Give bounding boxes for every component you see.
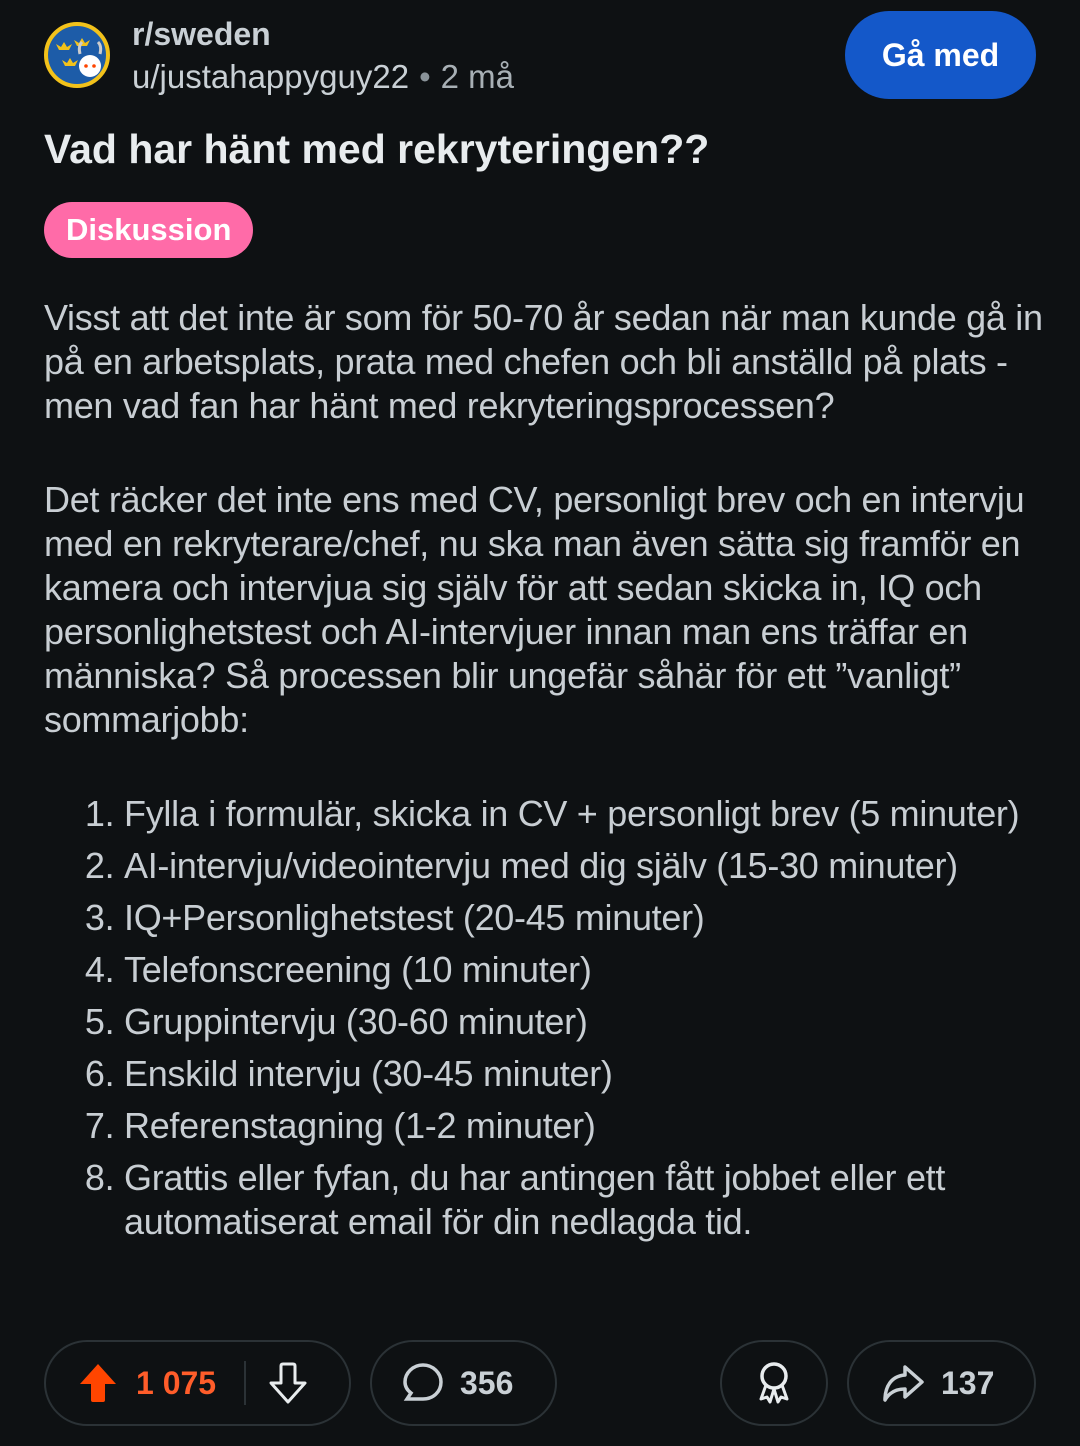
author-name[interactable]: u/justahappyguy22 — [132, 58, 410, 95]
list-item: 6. Enskild intervju (30-45 minuter) — [124, 1052, 1044, 1096]
list-item: 4. Telefonscreening (10 minuter) — [124, 948, 1044, 992]
vote-divider — [244, 1361, 246, 1405]
list-item: 2. AI-intervju/videointervju med dig själv (15-30 minuter) — [124, 844, 1044, 888]
list-item: 8. Grattis eller fyfan, du har antingen fått jobbet eller ett automatiserat email för din nedlagda tid. — [124, 1156, 1044, 1244]
share-button[interactable] — [847, 1340, 1036, 1426]
share-count: 137 — [941, 1364, 995, 1401]
paragraph: Det räcker det inte ens med CV, personligt brev och en intervju med en rekryterare/chef, nu ska man även sätta sig framför en kamera och intervjua sig själv för att sedan skicka in, IQ och personlighetstest och AI-intervjuer innan man ens träffar en människa? Så processen blir ungefär såhär för ett ”vanligt” sommarjobb: — [44, 479, 1025, 740]
meta-separator: • — [419, 58, 431, 95]
flair-badge[interactable]: Diskussion — [44, 202, 253, 258]
vote-control — [44, 1340, 351, 1426]
list-item: 5. Gruppintervju (30-60 minuter) — [124, 1000, 1044, 1044]
comment-count: 356 — [460, 1364, 514, 1401]
share-icon — [881, 1363, 925, 1403]
post-title: Vad har hänt med rekryteringen?? — [44, 126, 710, 172]
post-time: 2 må — [440, 58, 514, 95]
award-icon — [754, 1361, 794, 1405]
action-bar — [44, 1340, 1036, 1428]
downvote-icon[interactable] — [268, 1362, 308, 1404]
post-body — [44, 296, 1044, 1252]
join-button[interactable]: Gå med — [845, 11, 1036, 99]
upvote-icon[interactable] — [78, 1362, 118, 1404]
paragraph: Visst att det inte är som för 50-70 år sedan när man kunde gå in på en arbetsplats, prata med chefen och bli anställd på plats - men vad fan har hänt med rekryteringsprocessen? — [44, 297, 1043, 426]
list-item: 3. IQ+Personlighetstest (20-45 minuter) — [124, 896, 1044, 940]
steps-list — [44, 792, 1044, 1244]
subreddit-avatar[interactable] — [44, 22, 110, 88]
post-meta — [132, 58, 514, 96]
sweden-crowns-icon — [48, 26, 106, 84]
subreddit-name[interactable]: r/sweden — [132, 16, 271, 52]
list-item: 7. Referenstagning (1-2 minuter) — [124, 1104, 1044, 1148]
list-item: 1. Fylla i formulär, skicka in CV + personligt brev (5 minuter) — [124, 792, 1044, 836]
comments-button[interactable] — [370, 1340, 557, 1426]
post-header — [44, 14, 1036, 104]
comment-icon — [402, 1362, 444, 1404]
award-button[interactable] — [720, 1340, 828, 1426]
upvote-count: 1 075 — [136, 1364, 217, 1401]
